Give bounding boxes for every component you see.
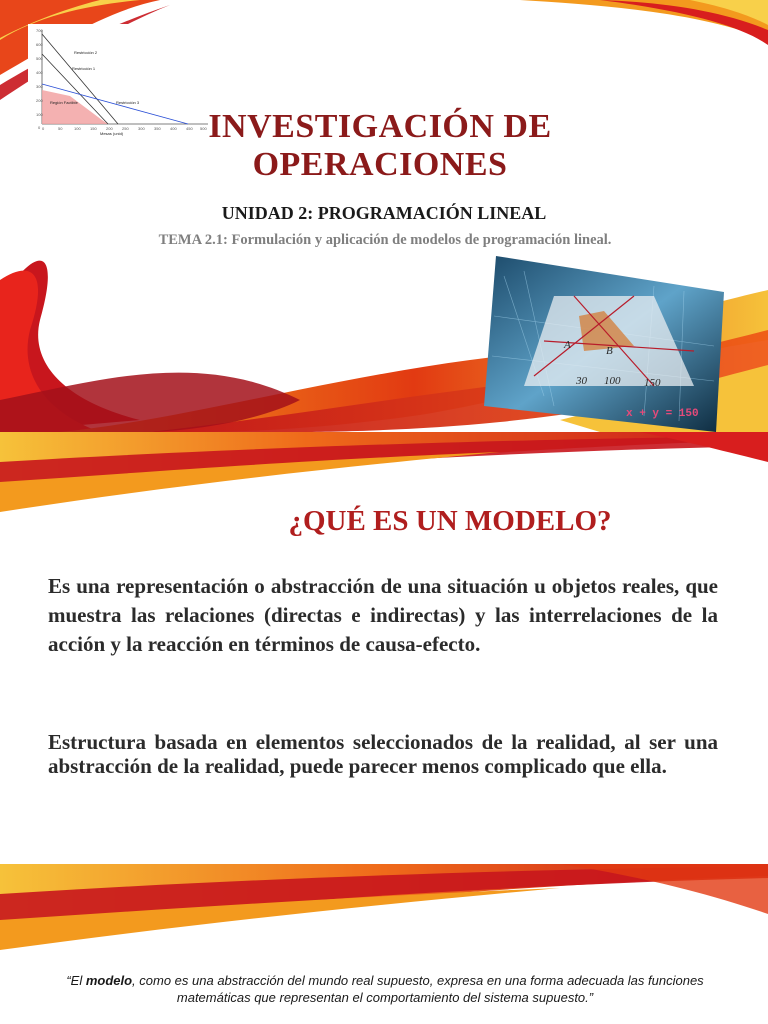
slide-1 [0,0,768,432]
svg-text:0: 0 [38,125,41,130]
svg-text:350: 350 [154,126,161,131]
quote-open: “El [66,973,86,988]
svg-text:Restricción 1: Restricción 1 [72,66,96,71]
svg-text:600: 600 [36,42,43,47]
svg-text:250: 250 [122,126,129,131]
svg-text:150: 150 [90,126,97,131]
lp-graph-photo [484,256,724,432]
svg-text:30: 30 [576,375,587,387]
svg-text:400: 400 [36,70,43,75]
svg-text:200: 200 [36,98,43,103]
svg-text:700: 700 [36,28,43,33]
svg-text:Restricción 2: Restricción 2 [74,50,98,55]
svg-text:400: 400 [170,126,177,131]
svg-text:100: 100 [36,112,43,117]
svg-text:x + y = 150: x + y = 150 [626,408,699,420]
svg-text:300: 300 [36,84,43,89]
svg-text:100: 100 [74,126,81,131]
svg-text:Restricción 3: Restricción 3 [116,100,140,105]
svg-text:300: 300 [138,126,145,131]
svg-text:500: 500 [36,56,43,61]
linear-programming-graph [28,24,212,136]
quote-rest: , como es una abstracción del mundo real supuesto, expresa en una forma adecuada las funciones matemáticas que representan el comportamiento del sistema supuesto.” [132,973,704,1005]
section-heading: ¿QUÉ ES UN MODELO? [288,505,612,537]
svg-text:100: 100 [604,375,621,387]
svg-text:50: 50 [58,126,63,131]
svg-text:450: 450 [186,126,193,131]
model-quote [40,972,730,1006]
svg-text:200: 200 [106,126,113,131]
slide-3 [0,864,768,1024]
svg-text:A: A [564,339,571,351]
svg-text:0: 0 [42,126,45,131]
unit-subtitle: UNIDAD 2: PROGRAMACIÓN LINEAL [221,203,547,223]
svg-text:150: 150 [644,377,661,389]
presentation-title: INVESTIGACIÓN DE OPERACIONES [208,108,552,183]
quote-bold-word: modelo [85,973,133,988]
svg-text:B: B [606,345,613,357]
svg-text:Región Factible: Región Factible [50,100,78,105]
slide-2 [0,432,768,864]
svg-text:500: 500 [200,126,207,131]
structure-paragraph: Estructura basada en elementos seleccionados de la realidad, al ser una abstracción de la realidad, puede parecer menos complicado que ella. [48,730,718,778]
definition-paragraph: Es una representación o abstracción de una situación u objetos reales, que muestra las relaciones (directas e indirectas) y las interrelaciones de la acción y la reacción en términos de causa-efecto. [48,574,718,656]
svg-text:Mesas (unid): Mesas (unid) [100,131,124,136]
topic-subtitle: TEMA 2.1: Formulación y aplicación de modelos de programación lineal. [158,232,612,248]
